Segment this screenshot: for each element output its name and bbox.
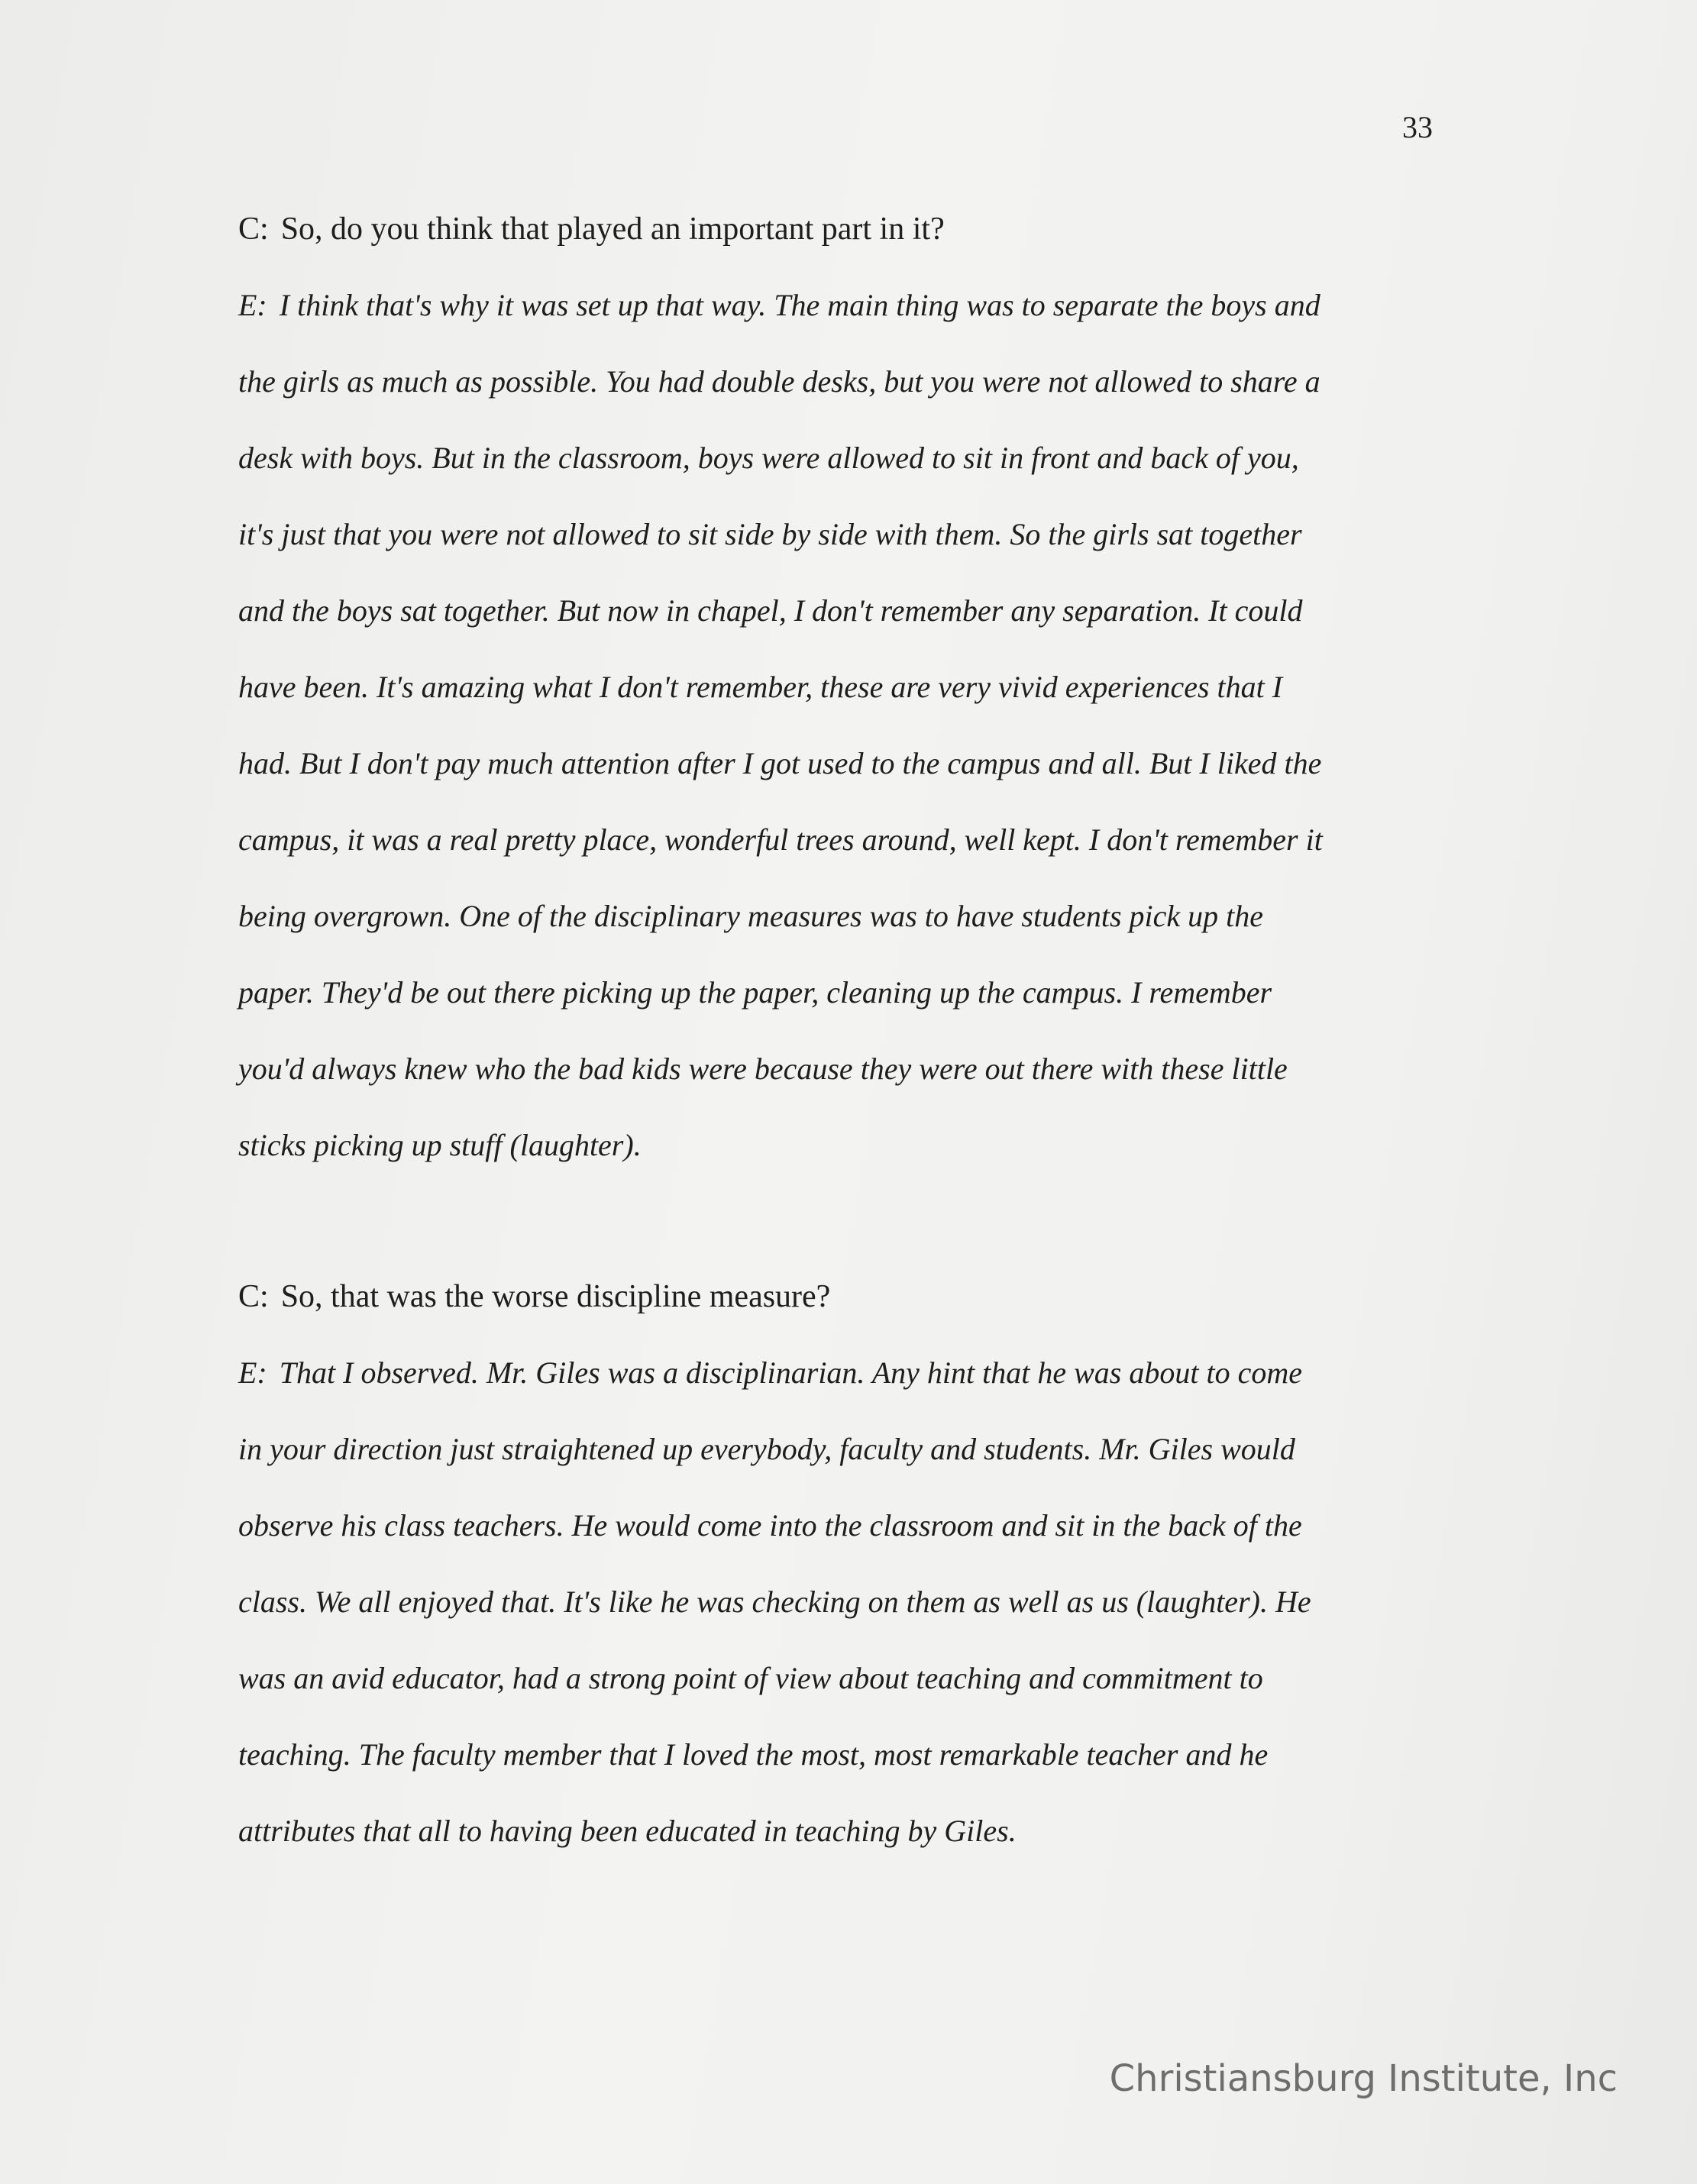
question-text: So, do you think that played an important part in it? [280,212,945,247]
answer-line: and the boys sat together. But now in chapel, I don't remember any separation. It could [238,593,1303,628]
watermark: Christiansburg Institute, Inc [1109,2057,1618,2100]
page-number: 33 [1402,110,1433,144]
answer-line: desk with boys. But in the classroom, boys were allowed to sit in front and back of you, [238,441,1299,475]
answer-line: E: I think that's why it was set up that way. The main thing was to separate the boys and [238,288,1320,322]
answer-line: being overgrown. One of the disciplinary measures was to have students pick up the [238,899,1264,933]
interview-exchange [238,1274,1445,1885]
speaker-label: C: [238,1279,269,1314]
answer-line: had. But I don't pay much attention after I got used to the campus and all. But I liked the [238,746,1322,780]
interview-exchange [238,206,1445,1199]
answer-line: paper. They'd be out there picking up the paper, cleaning up the campus. I remember [238,975,1272,1010]
answer-line: E: That I observed. Mr. Giles was a disciplinarian. Any hint that he was about to come [238,1355,1302,1390]
answer-line: attributes that all to having been educated in teaching by Giles. [238,1814,1017,1848]
answer-line: class. We all enjoyed that. It's like he was checking on them as well as us (laughter). He [238,1585,1311,1619]
answer-line: sticks picking up stuff (laughter). [238,1128,642,1162]
speaker-label: C: [238,212,269,247]
answer-line: observe his class teachers. He would come into the classroom and sit in the back of the [238,1508,1302,1543]
answer-line: have been. It's amazing what I don't remember, these are very vivid experiences that I [238,670,1283,704]
answer-line: you'd always knew who the bad kids were because they were out there with these little [238,1052,1288,1086]
answer-line: in your direction just straightened up everybody, faculty and students. Mr. Giles would [238,1432,1295,1466]
speaker-label: E: [238,288,267,322]
answer-line: campus, it was a real pretty place, wonderful trees around, well kept. I don't remember it [238,822,1323,857]
interviewee-answer [238,1350,1445,1885]
answer-line: the girls as much as possible. You had double desks, but you were not allowed to share a [238,364,1320,399]
answer-line: was an avid educator, had a strong point of view about teaching and commitment to [238,1661,1263,1695]
answer-line: it's just that you were not allowed to sit side by side with them. So the girls sat together [238,517,1302,551]
question-text: So, that was the worse discipline measure? [280,1279,831,1314]
speaker-label: E: [238,1355,267,1390]
interviewee-answer [238,283,1445,1199]
interviewer-question [238,1274,1445,1320]
answer-line: teaching. The faculty member that I loved the most, most remarkable teacher and he [238,1737,1269,1772]
interviewer-question [238,206,1445,252]
